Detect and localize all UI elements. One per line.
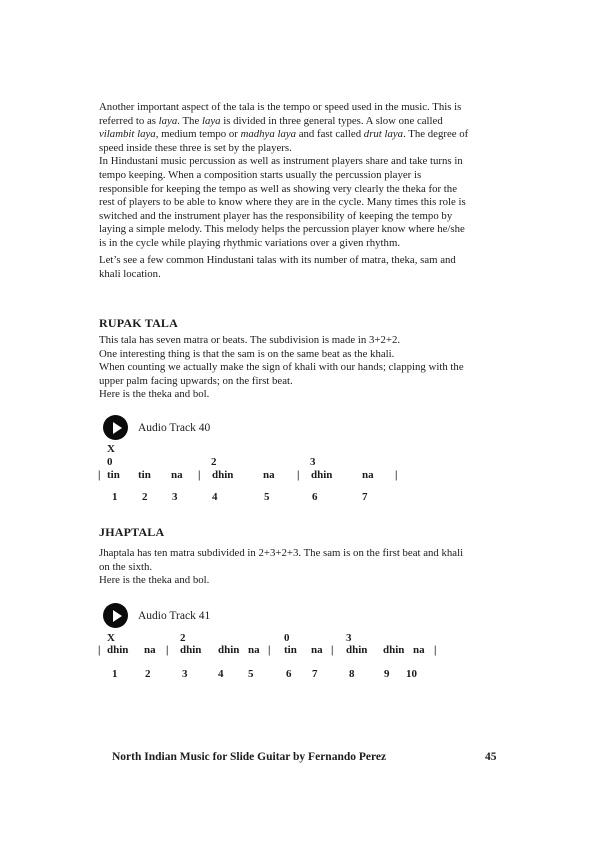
rupak-tala-heading: RUPAK TALA — [99, 316, 179, 330]
text-segment: switched and the instrument player has the responsibility of keeping the tempo by — [99, 209, 453, 222]
notation-cell: 0 — [284, 632, 290, 644]
notation-cell: 3 — [172, 491, 178, 503]
rupak-description-paragraph — [99, 334, 464, 402]
notation-cell: 8 — [349, 668, 355, 680]
notation-cell: na — [362, 469, 374, 481]
notation-cell: | — [434, 644, 437, 656]
text-segment: . The degree of — [403, 128, 469, 141]
notation-cell: 1 — [112, 491, 118, 503]
text-segment: Another important aspect of the tala is the tempo or speed used in the music. This is — [99, 101, 462, 113]
notation-cell: | — [98, 469, 101, 481]
text-segment: Let’s see a few common Hindustani talas with its number of matra, theka, sam and — [99, 254, 456, 266]
text-segment: , medium tempo or — [155, 128, 241, 141]
notation-cell: 6 — [312, 491, 318, 503]
jhaptala-heading: JHAPTALA — [99, 525, 165, 539]
text-segment: . The — [177, 114, 202, 127]
text-segment: upper palm facing upwards; on the first beat. — [99, 374, 293, 387]
notation-cell: 3 — [346, 632, 352, 644]
notation-cell: 3 — [310, 456, 316, 468]
notation-cell: | — [331, 644, 334, 656]
text-segment: laying a simple melody. This melody helps the percussion player know where he/she — [99, 223, 465, 236]
notation-cell: dhin — [180, 644, 202, 656]
audio-track-label: Audio Track 41 — [138, 609, 211, 622]
page-number: 45 — [485, 751, 497, 763]
notation-cell: | — [395, 469, 398, 481]
text-segment: One interesting thing is that the sam is on the same beat as the khali. — [99, 347, 395, 360]
italic-term: drut laya — [363, 128, 404, 141]
notation-cell: 1 — [112, 668, 118, 680]
audio-track-41-row — [103, 603, 210, 628]
italic-term: laya — [201, 114, 221, 127]
notation-cell: | — [166, 644, 169, 656]
notation-cell: 10 — [406, 668, 417, 680]
talas-overview-paragraph — [99, 254, 456, 281]
notation-cell: 2 — [180, 632, 186, 644]
audio-track-40-row — [103, 415, 210, 440]
notation-cell: na — [144, 644, 156, 656]
notation-cell: 4 — [218, 668, 224, 680]
footer-book-title: North Indian Music for Slide Guitar by Fernando Perez — [112, 751, 387, 763]
text-segment: This tala has seven matra or beats. The subdivision is made in 3+2+2. — [99, 334, 401, 346]
notation-cell: X — [107, 632, 115, 644]
italic-term: madhya laya — [240, 128, 297, 141]
notation-cell: 7 — [312, 668, 318, 680]
notation-cell: tin — [138, 469, 151, 481]
text-segment: tempo keeping. When a composition starts usually the percussion player is — [99, 168, 422, 181]
text-segment: is in the cycle while playing rhythmic variations over a given rhythm. — [99, 236, 401, 249]
play-icon[interactable] — [103, 603, 128, 628]
text-segment: When counting we actually make the sign of khali with our hands; clapping with the — [99, 361, 464, 374]
notation-cell: 0 — [107, 456, 113, 468]
text-segment: and fast called — [296, 128, 364, 141]
notation-cell: | — [198, 469, 201, 481]
notation-cell: 7 — [362, 491, 368, 503]
audio-track-label: Audio Track 40 — [138, 421, 211, 434]
text-segment: Here is the theka and bol. — [99, 388, 210, 401]
notation-cell: dhin — [212, 469, 234, 481]
notation-cell: dhin — [107, 644, 129, 656]
text-segment: speed inside these three is set by the players. — [99, 141, 292, 154]
text-segment: rest of players to be able to know where they are in the cycle. Many times this role is — [99, 196, 466, 209]
notation-cell: 9 — [384, 668, 390, 680]
text-segment: is divided in three general types. A slow one called — [220, 114, 443, 127]
play-icon[interactable] — [103, 415, 128, 440]
notation-cell: na — [413, 644, 425, 656]
notation-cell: dhin — [218, 644, 240, 656]
notation-cell: 4 — [212, 491, 218, 503]
text-segment: khali location. — [99, 267, 161, 280]
notation-cell: na — [171, 469, 183, 481]
italic-term: vilambit laya — [99, 128, 156, 141]
notation-cell: tin — [284, 644, 297, 656]
notation-cell: 2 — [211, 456, 217, 468]
notation-cell: dhin — [346, 644, 368, 656]
text-segment: referred to as — [99, 114, 159, 127]
notation-cell: 2 — [142, 491, 148, 503]
notation-cell: | — [297, 469, 300, 481]
notation-cell: 2 — [145, 668, 151, 680]
notation-cell: dhin — [311, 469, 333, 481]
notation-cell: na — [248, 644, 260, 656]
notation-cell: 5 — [248, 668, 254, 680]
notation-cell: dhin — [383, 644, 405, 656]
jhaptala-description-paragraph — [99, 547, 463, 588]
intro-paragraph — [99, 101, 468, 251]
text-segment: on the sixth. — [99, 560, 153, 573]
notation-cell: na — [263, 469, 275, 481]
notation-cell: | — [268, 644, 271, 656]
notation-cell: 6 — [286, 668, 292, 680]
notation-cell: 5 — [264, 491, 270, 503]
notation-cell: na — [311, 644, 323, 656]
text-segment: Jhaptala has ten matra subdivided in 2+3+2+3. The sam is on the first beat and khali — [99, 547, 464, 559]
notation-cell: | — [98, 644, 101, 656]
notation-cell: 3 — [182, 668, 188, 680]
text-segment: Here is the theka and bol. — [99, 574, 210, 587]
notation-cell: X — [107, 443, 115, 455]
italic-term: laya — [158, 114, 178, 127]
text-segment: responsible for keeping the tempo as well as showing very clearly the theka for the — [99, 182, 457, 195]
notation-cell: tin — [107, 469, 120, 481]
text-segment: In Hindustani music percussion as well as instrument players share and take turns in — [99, 155, 463, 168]
